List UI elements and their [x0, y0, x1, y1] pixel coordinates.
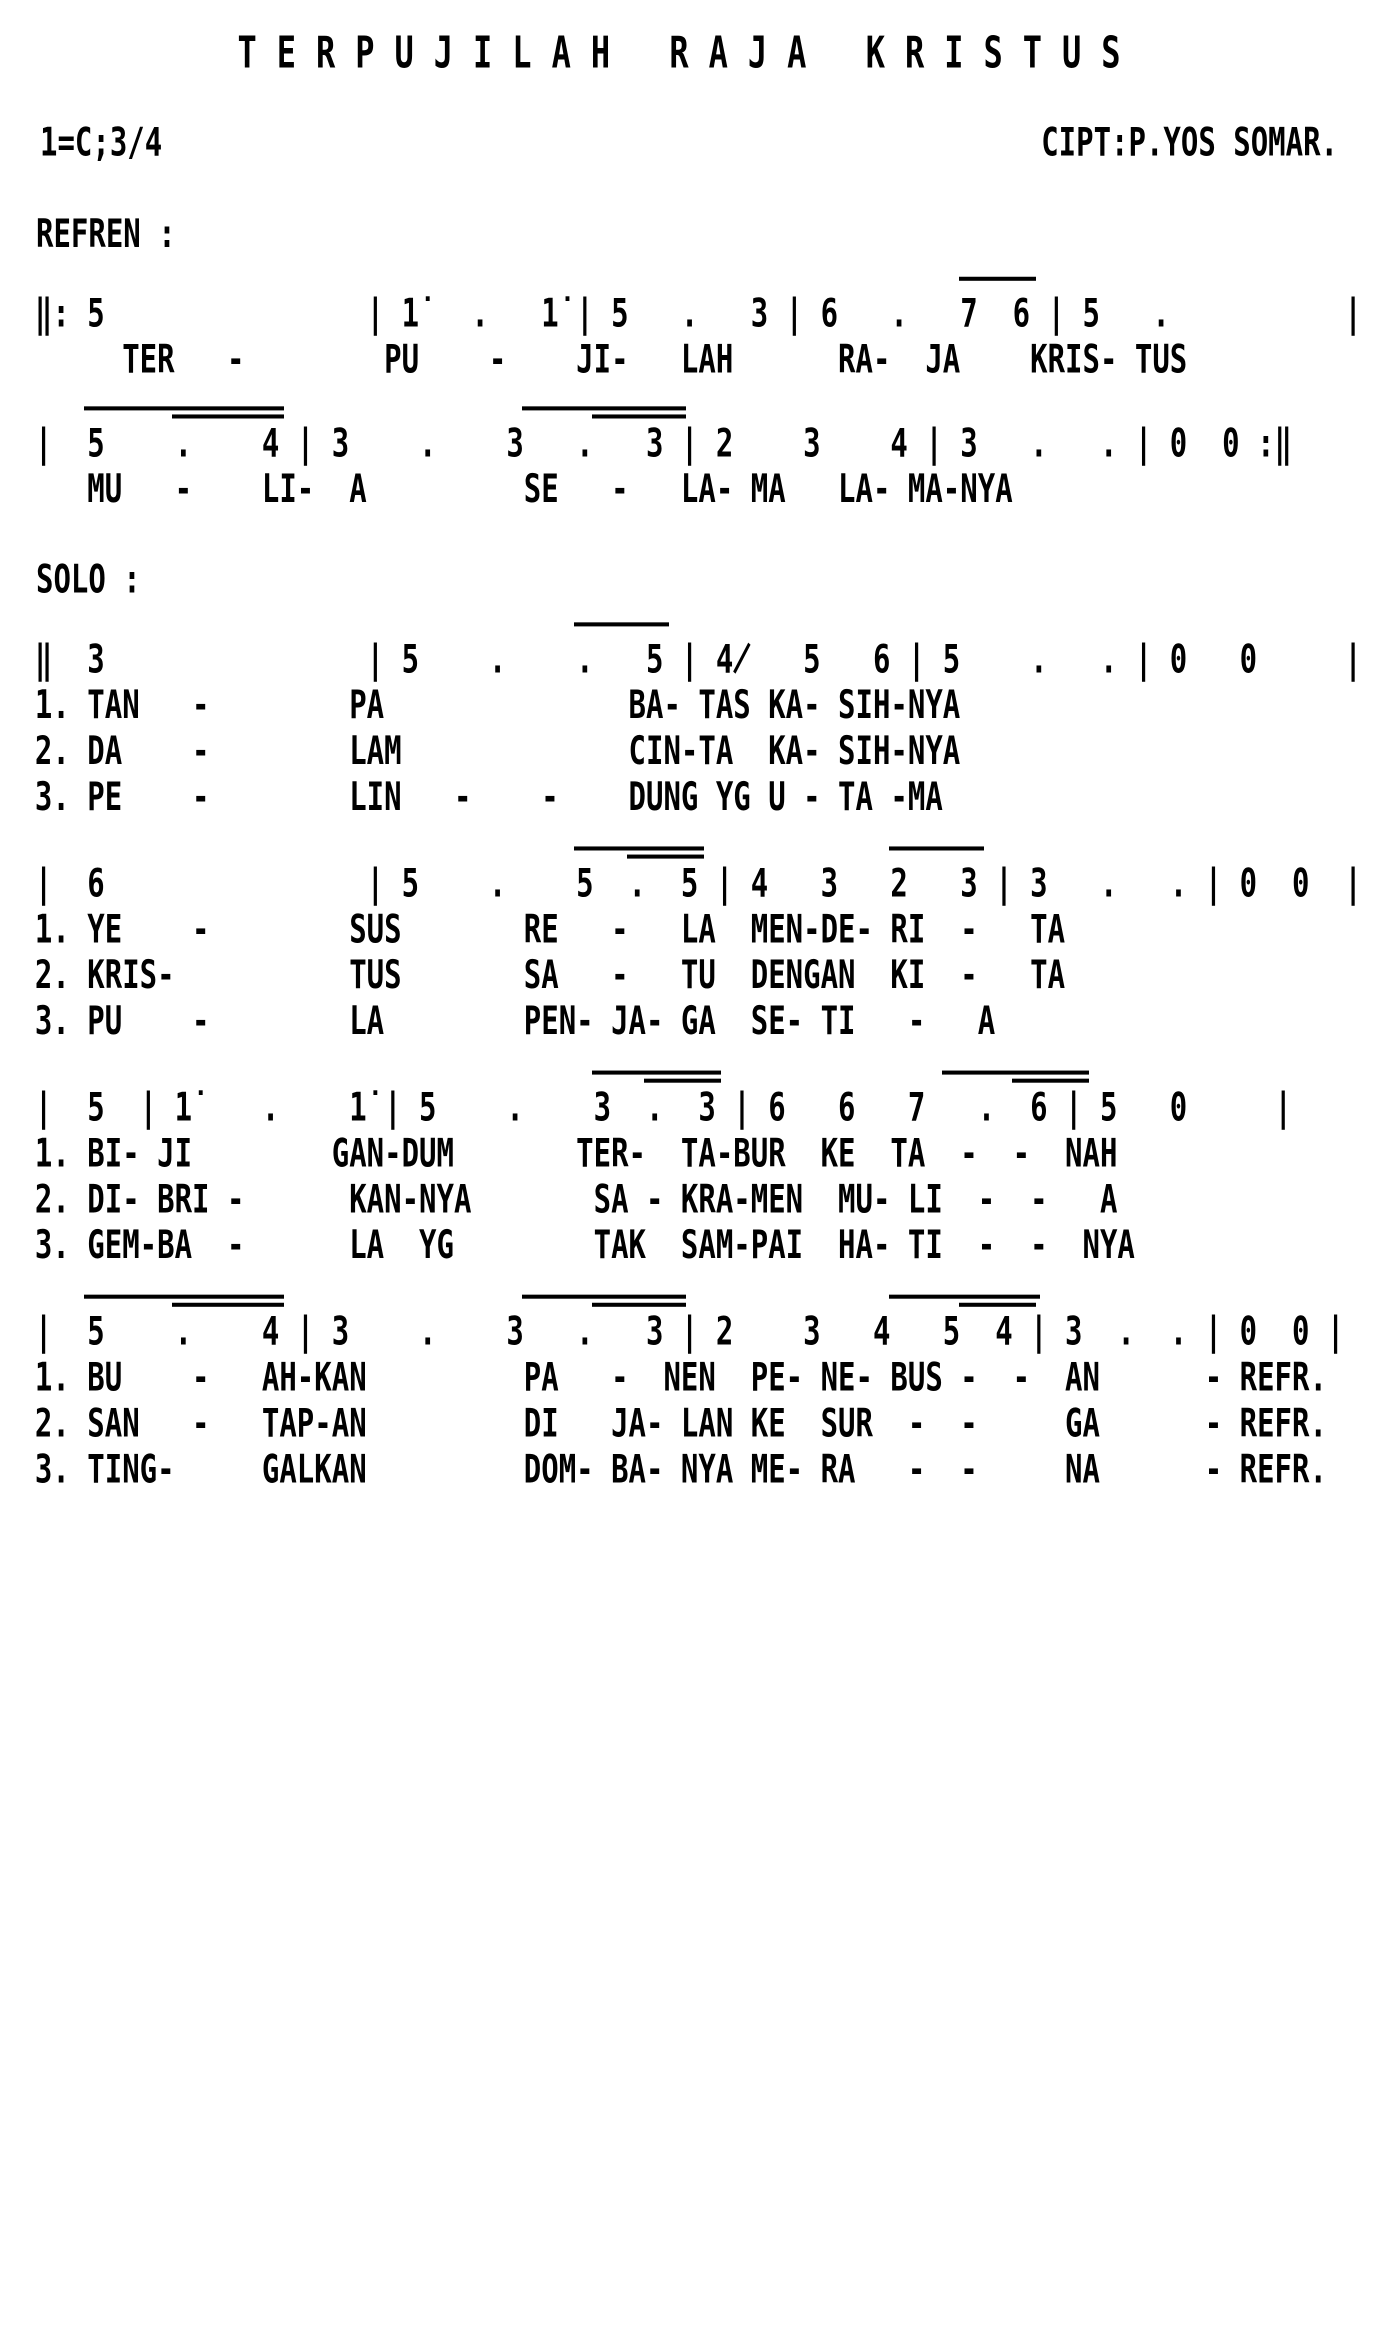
verse-line-2-2: 2. KRIS- TUS SA - TU DENGAN KI - TA [0, 951, 1066, 998]
verse-line-1-2: 2. DA - LAM CIN-TA KA- SIH-NYA [0, 727, 961, 774]
beam [644, 1079, 721, 1083]
verse-line-2-1: 1. YE - SUS RE - LA MEN-DE- RI - TA [0, 905, 1066, 952]
notation-line-5 [0, 1069, 1378, 1128]
verse-line-2-3: 3. PU - LA PEN- JA- GA SE- TI - A [0, 997, 996, 1044]
meta-row [0, 119, 1378, 165]
beam [574, 622, 669, 626]
notation-text-6: | 5 . 4 | 3 . 3 . 3 | 2 3 4 5 4 | 3 . . | 0 0 | [0, 1308, 1345, 1355]
verse-line-3-2: 2. DI- BRI - KAN-NYA SA - KRA-MEN MU- LI - - A [0, 1175, 1118, 1222]
verse-line-3-3: 3. GEM-BA - LA YG TAK SAM-PAI HA- TI - - NYA [0, 1221, 1135, 1268]
section-label-solo: SOLO : [36, 556, 141, 603]
beam [592, 1071, 722, 1075]
notation-line-4 [0, 845, 1378, 904]
verse-line-1-3: 3. PE - LIN - - DUNG YG U - TA -MA [0, 773, 943, 820]
beam [84, 406, 284, 410]
composer-credit: CIPT:P.YOS SOMAR. [1041, 118, 1338, 165]
lyric-line-refren-1: TER - PU - JI- LAH RA- JA KRIS- TUS [0, 336, 1188, 383]
notation-line-1 [0, 275, 1378, 337]
lyric-line-refren-2: MU - LI- A SE - LA- MA LA- MA-NYA [0, 465, 1013, 512]
verse-line-3-1: 1. BI- JI GAN-DUM TER- TA-BUR KE TA - - NAH [0, 1129, 1118, 1176]
key-signature: 1=C;3/4 [40, 118, 163, 165]
beam [889, 846, 984, 850]
notation-text-4: | 6 | 5 . 5 . 5 | 4 3 2 3 | 3 . . | 0 0 | [0, 859, 1362, 906]
notation-text-5: | 5 | 1̇ . 1̇ | 5 . 3 . 3 | 6 6 7 . 6 | 5 0 | [0, 1084, 1293, 1130]
verse-line-4-3: 3. TING- GALKAN DOM- BA- NYA ME- RA - - NA - REFR. [0, 1445, 1327, 1492]
notation-text-2: | 5 . 4 | 3 . 3 . 3 | 2 3 4 | 3 . . | 0 0 :‖ [0, 419, 1293, 466]
notation-line-3 [0, 621, 1378, 680]
beam [959, 1303, 1036, 1307]
beam [592, 414, 687, 418]
beam [942, 1071, 1089, 1075]
notation-line-6 [0, 1293, 1378, 1355]
beam [172, 414, 284, 418]
page-title: TERPUJILAH RAJA KRISTUS [237, 27, 1141, 79]
beam [84, 1295, 284, 1299]
notation-text-3: ‖ 3 | 5 . . 5 | 4̸ 5 6 | 5 . . | 0 0 | [0, 635, 1362, 682]
section-label-refren: REFREN : [36, 210, 176, 257]
beam [522, 406, 687, 410]
notation-line-2 [0, 405, 1378, 464]
beam [889, 1295, 1040, 1299]
beam [574, 846, 704, 850]
beam [592, 1303, 687, 1307]
notation-text-1: ‖: 5 | 1̇ . 1̇ | 5 . 3 | 6 . 7 6 | 5 . | [0, 290, 1362, 337]
verse-line-4-1: 1. BU - AH-KAN PA - NEN PE- NE- BUS - - AN - REFR. [0, 1354, 1327, 1400]
verse-line-4-2: 2. SAN - TAP-AN DI JA- LAN KE SUR - - GA - REFR. [0, 1399, 1327, 1446]
beam [959, 277, 1036, 281]
beam [627, 855, 704, 859]
beam [1012, 1079, 1089, 1083]
beam [522, 1295, 687, 1299]
verse-line-1-1: 1. TAN - PA BA- TAS KA- SIH-NYA [0, 681, 961, 728]
beam [172, 1303, 284, 1307]
